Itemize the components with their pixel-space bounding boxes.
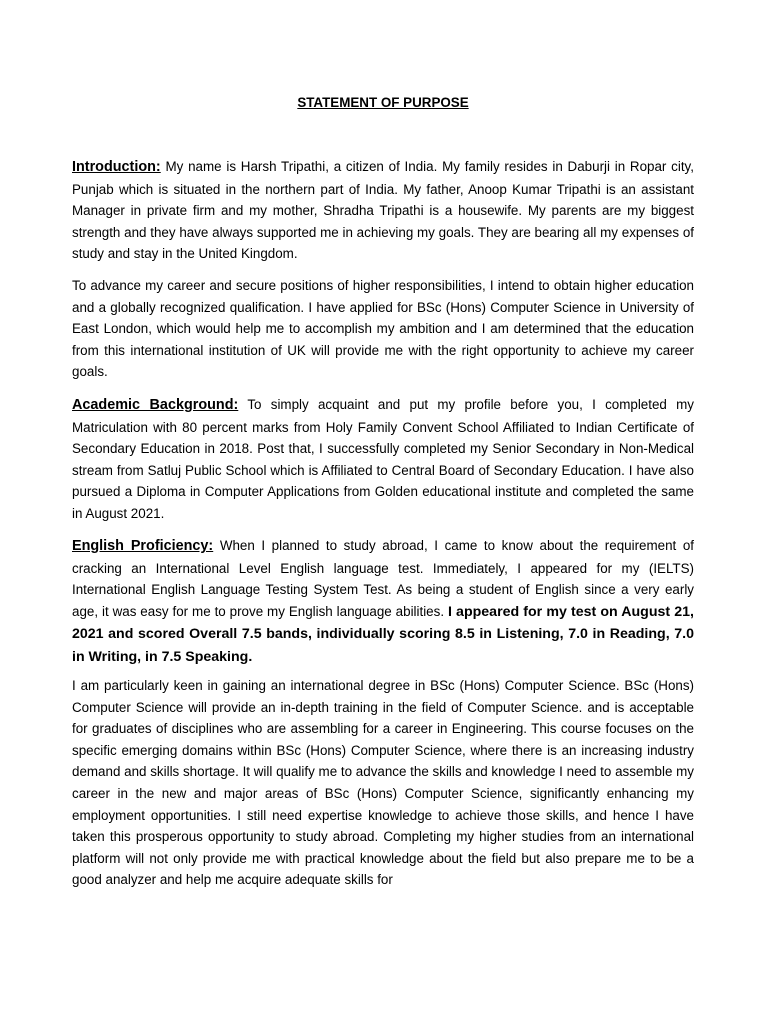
career-goals-text: To advance my career and secure positions of higher responsibilities, I intend to obtain higher education and a globally recognized qualification. I have applied for BSc (Hons) Computer Science in University of East London, which would help me to accomplish my ambition and I am determined that the education from this international institution of UK will provide me with the right opportunity to achieve my career goals. — [72, 278, 694, 380]
academic-background-heading: Academic Background: — [72, 397, 239, 413]
english-test-scores: I appeared for my test on August 21, 2021 and scored Overall 7.5 bands, individually scoring 8.5 in Listening, 7.0 in Reading, 7.0 in Writing, in 7.5 Speaking. — [72, 603, 694, 665]
introduction-text: My name is Harsh Tripathi, a citizen of India. My family resides in Daburji in Ropar city, Punjab which is situated in the northern part of India. My father, Anoop Kumar Tripathi is an assistant Manager in private firm and my mother, Shradha Tripathi is a housewife. My parents are my biggest strength and they have always supported me in achieving my goals. They are bearing all my expenses of study and stay in the United Kingdom. — [72, 159, 694, 262]
academic-background-text: To simply acquaint and put my profile before you, I completed my Matriculation with 80 percent marks from Holy Family Convent School Affiliated to Indian Certificate of Secondary Education in 2018. Post that, I successfully completed my Senior Secondary in Non-Medical stream from Satluj Public School which is Affiliated to Central Board of Secondary Education. I have also pursued a Diploma in Computer Applications from Golden educational institute and completed the same in August 2021. — [72, 397, 694, 521]
introduction-heading: Introduction: — [72, 159, 161, 175]
career-goals-paragraph — [72, 275, 694, 383]
english-proficiency-text: When I planned to study abroad, I came to know about the requirement of cracking an International Level English language test. Immediately, I appeared for my (IELTS) International English Language Testing System Test. As being a student of English since a very early age, it was easy for me to prove my English language abilities. — [72, 538, 695, 619]
english-proficiency-heading: English Proficiency: — [72, 538, 214, 554]
english-proficiency-paragraph — [72, 535, 694, 669]
introduction-paragraph — [72, 156, 694, 265]
academic-background-paragraph — [72, 394, 694, 525]
degree-interest-text: I am particularly keen in gaining an international degree in BSc (Hons) Computer Science. BSc (Hons) Computer Science will provide an in-depth training in the field of Computer Science. and is acceptable for graduates of disciplines who are assembling for a career in Engineering. This course focuses on the specific emerging domains within BSc (Hons) Computer Science, where there is an increasing industry demand and skills shortage. It will qualify me to advance the skills and knowledge I need to assemble my career in the new and major areas of BSc (Hons) Computer Science, significantly enhancing my employment opportunities. I still need expertise knowledge to achieve those skills, and hence I have taken this prosperous opportunity to study abroad. Completing my higher studies from an international platform will not only provide me with practical knowledge about the field but also prepare me to be a good analyzer and help me acquire adequate skills for — [72, 678, 694, 888]
document-title: STATEMENT OF PURPOSE — [297, 95, 469, 110]
degree-interest-paragraph — [72, 675, 694, 891]
